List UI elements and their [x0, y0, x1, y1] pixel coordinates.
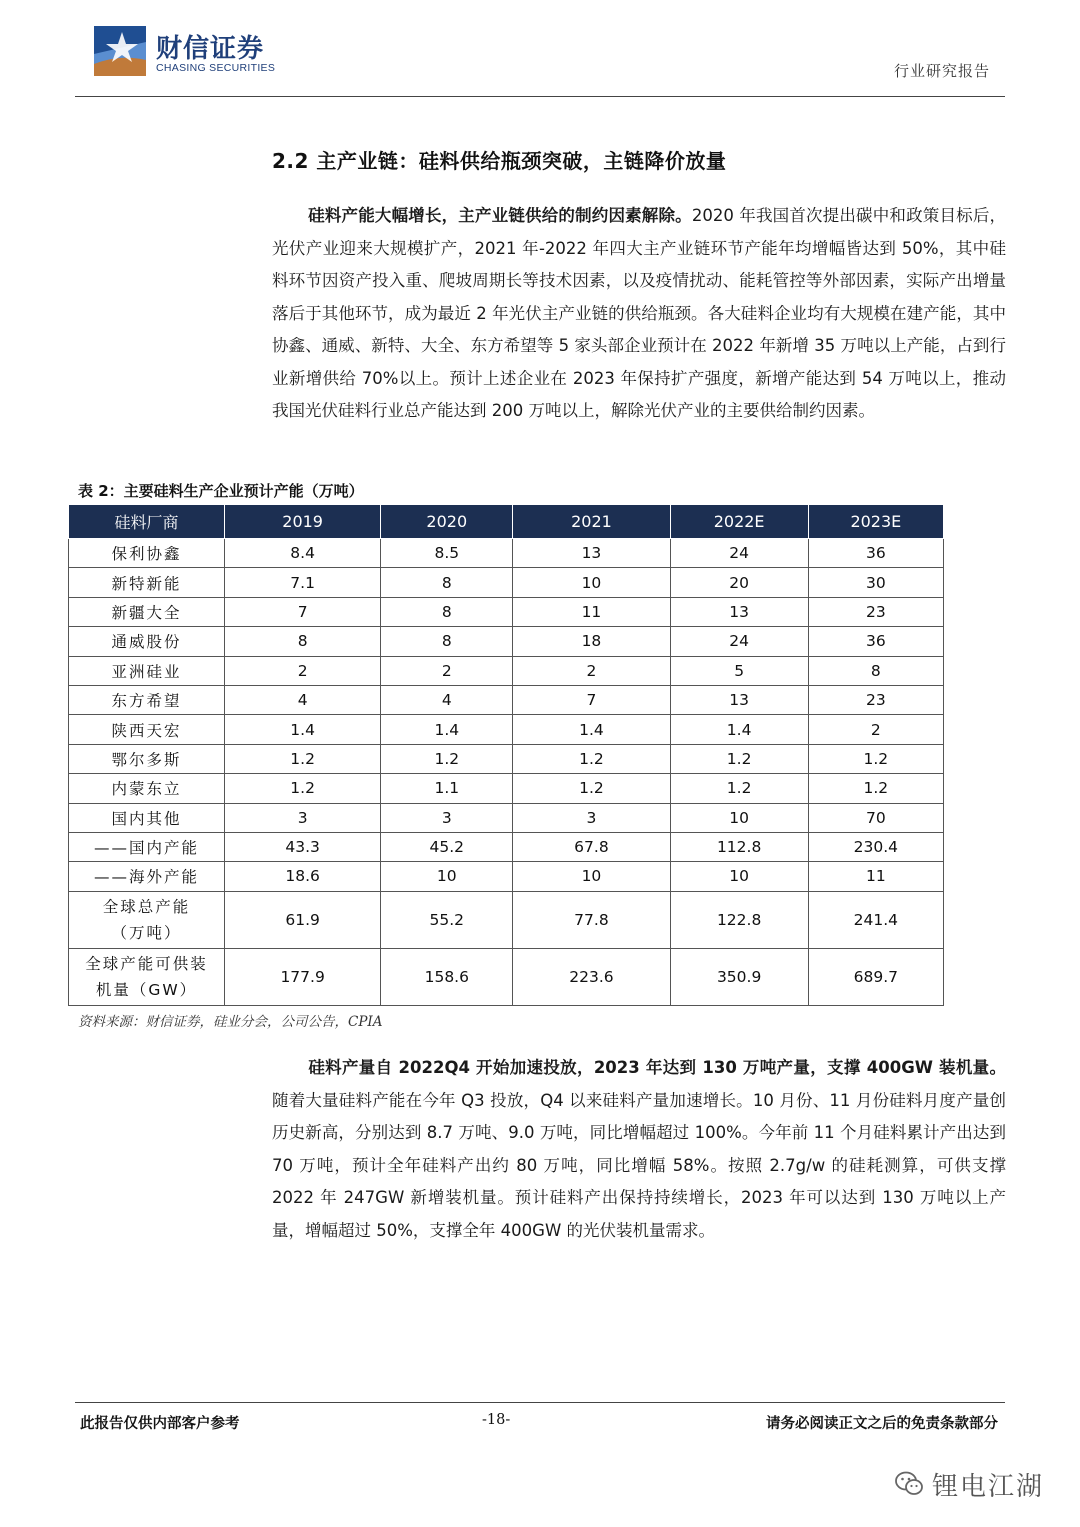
value-cell: 158.6	[381, 948, 513, 1005]
value-cell: 55.2	[381, 891, 513, 948]
value-cell: 1.4	[381, 715, 513, 744]
value-cell: 10	[670, 862, 808, 891]
value-cell: 10	[513, 568, 670, 597]
value-cell: 18	[513, 627, 670, 656]
logo-mark-icon	[92, 24, 148, 78]
footer-divider	[75, 1402, 1005, 1403]
footer-disclaimer-left: 此报告仅供内部客户参考	[80, 1416, 240, 1432]
value-cell: 2	[381, 656, 513, 685]
value-cell: 3	[513, 803, 670, 832]
row-label-cell: 陕西天宏	[69, 715, 225, 744]
value-cell: 8	[225, 627, 381, 656]
row-label-cell: 国内其他	[69, 803, 225, 832]
value-cell: 1.2	[225, 774, 381, 803]
row-label-cell: 内蒙东立	[69, 774, 225, 803]
installable-capacity-row	[69, 948, 944, 1005]
table-source-note: 资料来源：财信证券，硅业分会，公司公告，CPIA	[78, 1014, 383, 1030]
value-cell: 1.2	[513, 744, 670, 773]
table-header-row	[69, 505, 944, 539]
value-cell: 8	[381, 568, 513, 597]
value-cell: 7	[225, 597, 381, 626]
value-cell: 24	[670, 539, 808, 568]
section-title: 2.2 主产业链：硅料供给瓶颈突破，主链降价放量	[272, 149, 727, 173]
value-cell: 1.2	[670, 774, 808, 803]
logo-chinese-name: 财信证券	[156, 34, 265, 64]
row-label-cell	[69, 948, 225, 1005]
value-cell: 1.2	[381, 744, 513, 773]
page-header	[0, 0, 1080, 100]
table-row	[69, 803, 944, 832]
value-cell: 23	[808, 685, 943, 714]
table-row	[69, 627, 944, 656]
value-cell: 24	[670, 627, 808, 656]
value-cell: 7.1	[225, 568, 381, 597]
table-row	[69, 862, 944, 891]
column-header: 2021	[513, 505, 670, 539]
row-label-cell: 通威股份	[69, 627, 225, 656]
value-cell: 8	[381, 597, 513, 626]
value-cell: 241.4	[808, 891, 943, 948]
total-capacity-row	[69, 891, 944, 948]
value-cell: 2	[225, 656, 381, 685]
value-cell: 112.8	[670, 832, 808, 861]
value-cell: 30	[808, 568, 943, 597]
table-row	[69, 539, 944, 568]
value-cell: 10	[513, 862, 670, 891]
column-header: 2022E	[670, 505, 808, 539]
value-cell: 77.8	[513, 891, 670, 948]
logo-english-name: CHASING SECURITIES	[156, 62, 276, 74]
value-cell: 2	[808, 715, 943, 744]
value-cell: 18.6	[225, 862, 381, 891]
row-label-line: 全球总产能	[102, 897, 191, 916]
value-cell: 8	[808, 656, 943, 685]
value-cell: 223.6	[513, 948, 670, 1005]
value-cell: 8.4	[225, 539, 381, 568]
paragraph-lead: 硅料产量自 2022Q4 开始加速投放，2023 年达到 130 万吨产量，支撑 400GW 装机量。	[308, 1058, 1006, 1077]
row-label-cell: ——海外产能	[69, 862, 225, 891]
value-cell: 689.7	[808, 948, 943, 1005]
value-cell: 2	[513, 656, 670, 685]
value-cell: 20	[670, 568, 808, 597]
value-cell: 8	[381, 627, 513, 656]
value-cell: 36	[808, 539, 943, 568]
value-cell: 13	[670, 597, 808, 626]
table-row	[69, 744, 944, 773]
table-title: 表 2：主要硅料生产企业预计产能（万吨）	[78, 482, 364, 500]
value-cell: 11	[513, 597, 670, 626]
paragraph-silicon-capacity	[272, 200, 1006, 428]
table-row	[69, 656, 944, 685]
value-cell: 122.8	[670, 891, 808, 948]
value-cell: 10	[670, 803, 808, 832]
table-body	[69, 539, 944, 1006]
paragraph-silicon-output	[272, 1052, 1006, 1247]
value-cell: 1.1	[381, 774, 513, 803]
value-cell: 13	[513, 539, 670, 568]
value-cell: 23	[808, 597, 943, 626]
table-row	[69, 715, 944, 744]
row-label-line: 全球产能可供装	[85, 954, 208, 973]
value-cell: 45.2	[381, 832, 513, 861]
value-cell: 61.9	[225, 891, 381, 948]
value-cell: 1.2	[808, 774, 943, 803]
value-cell: 1.2	[808, 744, 943, 773]
paragraph-body: 2020 年我国首次提出碳中和政策目标后，光伏产业迎来大规模扩产，2021 年-2022 年四大主产业链环节产能年均增幅皆达到 50%，其中硅料环节因资产投入重、爬坡周期长等技术因素，以及疫情扰动、能耗管控等外部因素，实际产出增量落后于其他环节，成为最近 2 年光伏主产业链的供给瓶颈。各大硅料企业均有大规模在建产能，其中协鑫、通威、新特、大全、东方希望等 5 家头部企业预计在 2022 年新增 35 万吨以上产能，占到行业新增供给 70%以上。预计上述企业在 2023 年保持扩产强度，新增产能达到 54 万吨以上，推动我国光伏硅料行业总产能达到 200 万吨以上，解除光伏产业的主要供给制约因素。	[272, 206, 1006, 420]
value-cell: 13	[670, 685, 808, 714]
table-row	[69, 832, 944, 861]
row-label-cell: 保利协鑫	[69, 539, 225, 568]
header-divider	[75, 96, 1005, 97]
watermark-text: 锂电江湖	[931, 1471, 1044, 1502]
paragraph-body: 随着大量硅料产能在今年 Q3 投放，Q4 以来硅料产量加速增长。10 月份、11 月份硅料月度产量创历史新高，分别达到 8.7 万吨、9.0 万吨，同比增幅超过 100%。今年前 11 个月硅料累计产出达到 70 万吨，预计全年硅料产出约 80 万吨，同比增幅 58%。按照 2.7g/w 的硅耗测算，可供支撑 2022 年 247GW 新增装机量。预计硅料产出保持持续增长，2023 年可以达到 130 万吨以上产量，增幅超过 50%，支撑全年 400GW 的光伏装机量需求。	[272, 1090, 1006, 1240]
value-cell: 1.4	[225, 715, 381, 744]
value-cell: 1.4	[513, 715, 670, 744]
row-label-cell	[69, 891, 225, 948]
value-cell: 3	[381, 803, 513, 832]
row-label-cell: ——国内产能	[69, 832, 225, 861]
value-cell: 70	[808, 803, 943, 832]
row-label-line: （万吨）	[111, 923, 182, 942]
value-cell: 67.8	[513, 832, 670, 861]
column-header: 2020	[381, 505, 513, 539]
column-header: 2019	[225, 505, 381, 539]
capacity-table	[68, 504, 944, 1006]
table-row	[69, 774, 944, 803]
value-cell: 4	[225, 685, 381, 714]
footer-disclaimer-right: 请务必阅读正文之后的免责条款部分	[766, 1416, 998, 1432]
value-cell: 43.3	[225, 832, 381, 861]
value-cell: 230.4	[808, 832, 943, 861]
row-label-line: 机量（GW）	[95, 980, 198, 999]
value-cell: 177.9	[225, 948, 381, 1005]
document-type-label: 行业研究报告	[893, 62, 990, 80]
wechat-icon	[894, 1470, 924, 1498]
value-cell: 350.9	[670, 948, 808, 1005]
row-label-cell: 亚洲硅业	[69, 656, 225, 685]
column-header: 2023E	[808, 505, 943, 539]
watermark	[894, 1464, 1044, 1504]
row-label-cell: 东方希望	[69, 685, 225, 714]
row-label-cell: 新特新能	[69, 568, 225, 597]
row-label-cell: 鄂尔多斯	[69, 744, 225, 773]
table-row	[69, 568, 944, 597]
value-cell: 3	[225, 803, 381, 832]
value-cell: 36	[808, 627, 943, 656]
column-header: 硅料厂商	[69, 505, 225, 539]
value-cell: 1.4	[670, 715, 808, 744]
value-cell: 1.2	[513, 774, 670, 803]
value-cell: 7	[513, 685, 670, 714]
value-cell: 1.2	[670, 744, 808, 773]
value-cell: 4	[381, 685, 513, 714]
page-number: -18-	[482, 1412, 511, 1428]
paragraph-lead: 硅料产能大幅增长，主产业链供给的制约因素解除。	[308, 206, 692, 225]
company-logo	[92, 24, 352, 80]
value-cell: 1.2	[225, 744, 381, 773]
value-cell: 10	[381, 862, 513, 891]
value-cell: 11	[808, 862, 943, 891]
row-label-cell: 新疆大全	[69, 597, 225, 626]
table-row	[69, 597, 944, 626]
table-row	[69, 685, 944, 714]
value-cell: 8.5	[381, 539, 513, 568]
value-cell: 5	[670, 656, 808, 685]
